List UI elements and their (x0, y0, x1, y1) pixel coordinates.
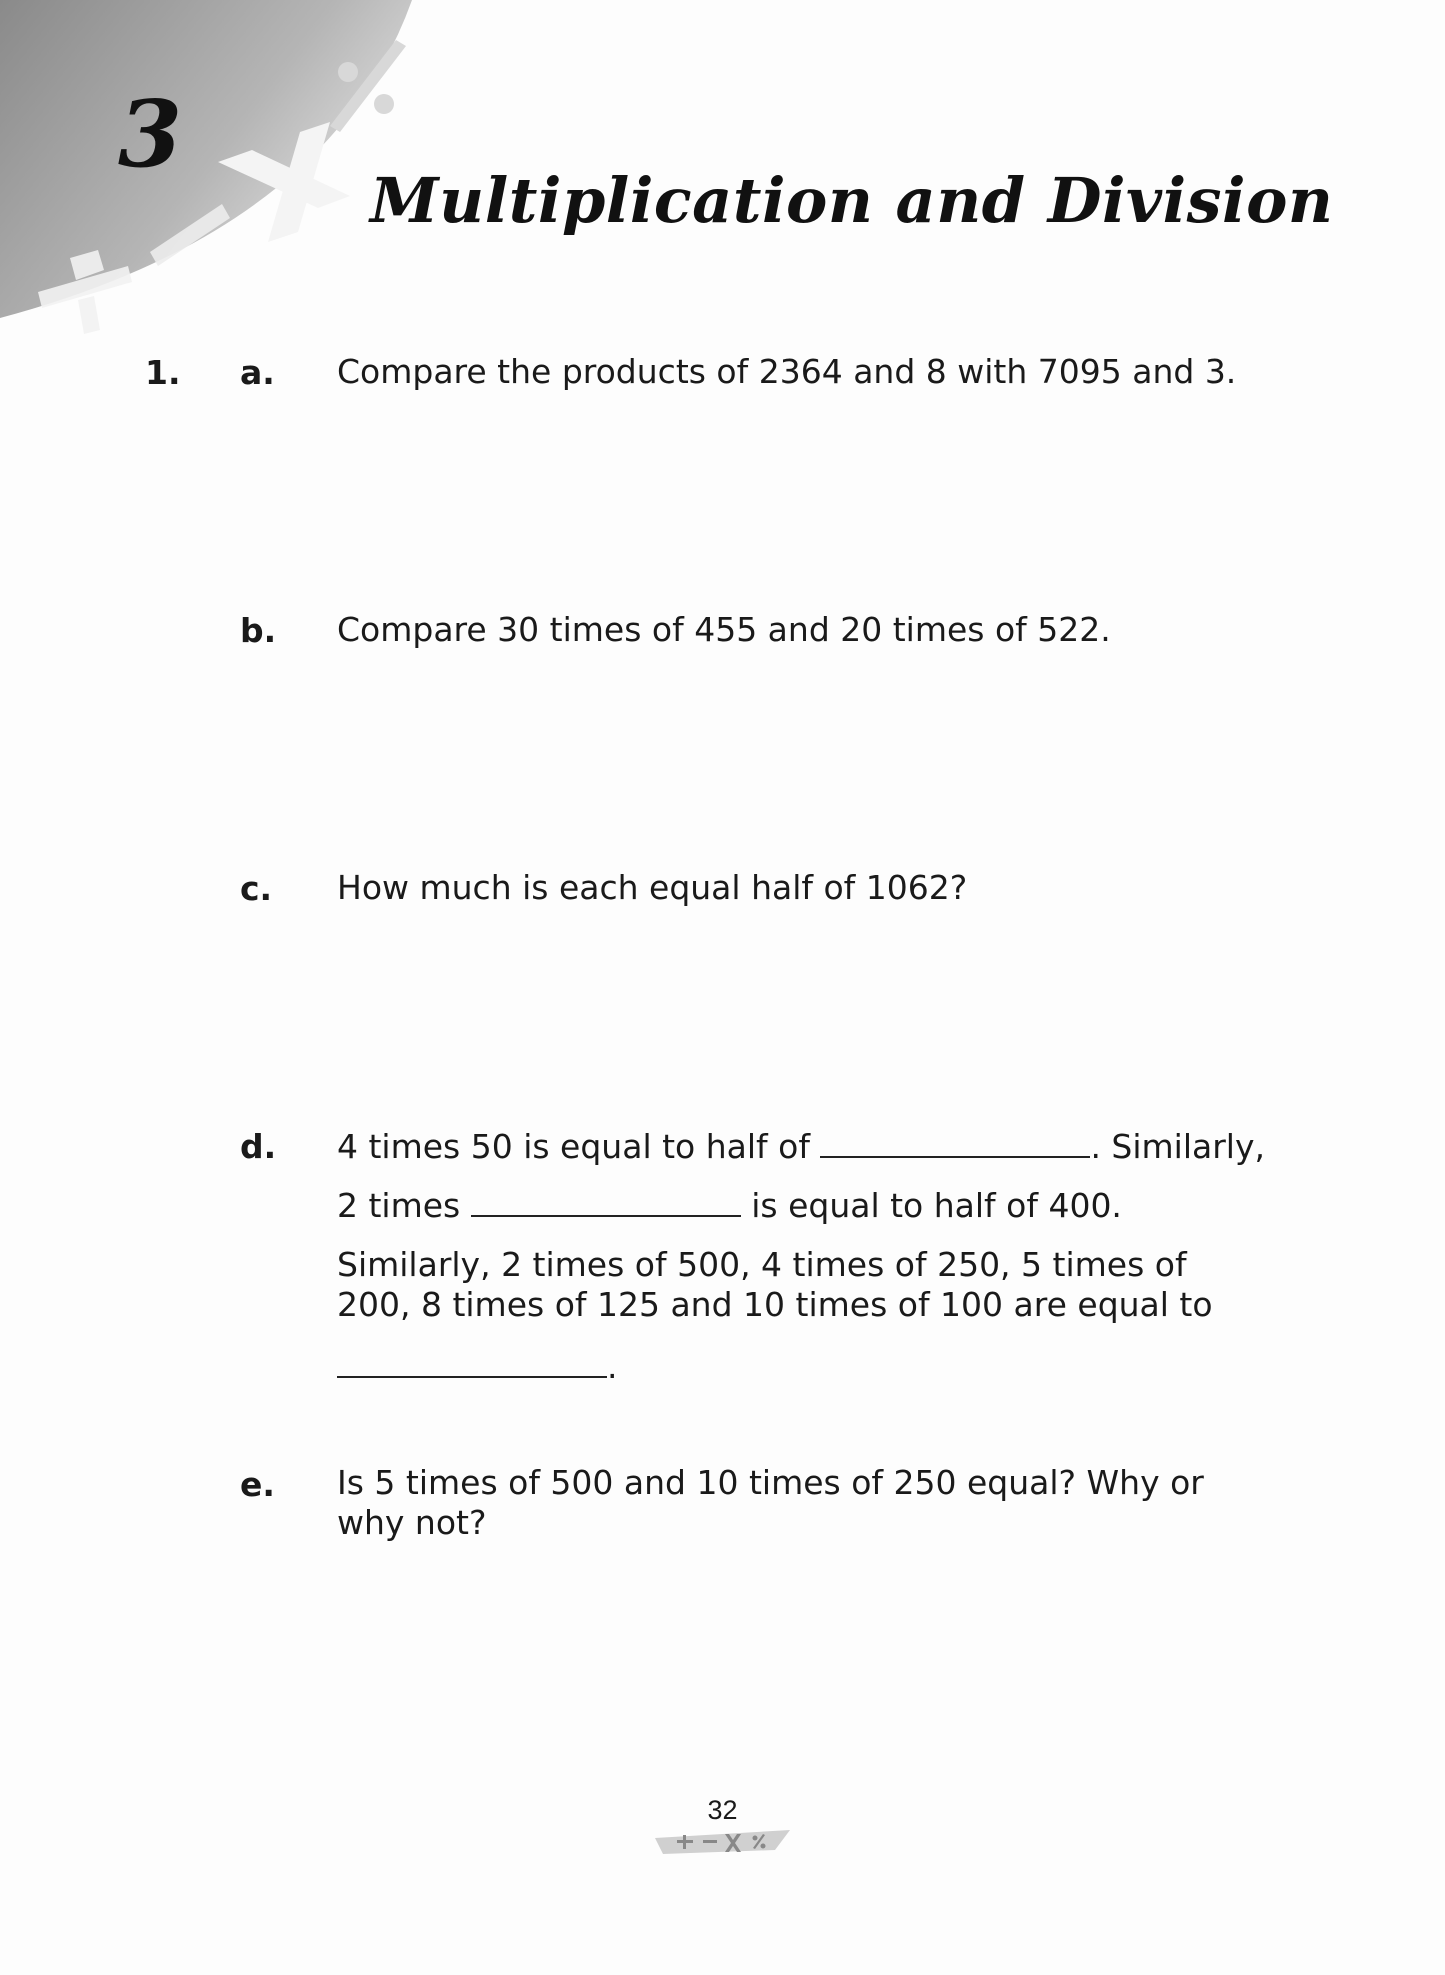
part-d-line-2-end: is equal to half of 400. (740, 1186, 1122, 1225)
chapter-number: 3 (118, 80, 183, 188)
part-letter-a: a. (240, 353, 275, 392)
part-d-line-3: Similarly, 2 times of 500, 4 times of 250, 5 times of 200, 8 times of 125 and 10 times of 100 are equal to (337, 1245, 1213, 1324)
answer-blank-3[interactable] (337, 1346, 607, 1378)
answer-blank-1[interactable] (820, 1126, 1090, 1158)
part-d-line-1-start: 4 times 50 is equal to half of (337, 1127, 821, 1166)
question-number: 1. (145, 353, 181, 392)
answer-blank-2[interactable] (471, 1185, 741, 1217)
part-text-a: Compare the products of 2364 and 8 with 7095 and 3. (337, 352, 1237, 391)
part-d-line-2-start: 2 times (337, 1186, 471, 1225)
page-number: 32 (707, 1795, 738, 1825)
part-d-line-4-end: . (607, 1347, 618, 1386)
chapter-title: Multiplication and Division (370, 164, 1334, 237)
part-letter-d: d. (240, 1127, 277, 1166)
part-letter-c: c. (240, 869, 273, 908)
part-d-line-2 (337, 1185, 1122, 1226)
part-text-b: Compare 30 times of 455 and 20 times of 522. (337, 610, 1111, 649)
footer-math-symbols-icon (655, 1826, 790, 1858)
chapter-corner-decoration (0, 0, 430, 340)
part-letter-b: b. (240, 611, 277, 650)
part-letter-e: e. (240, 1465, 275, 1504)
part-d-line-4 (337, 1346, 618, 1387)
part-d-line-1 (337, 1126, 1265, 1167)
part-d-line-1-end: . Similarly, (1090, 1127, 1265, 1166)
part-text-c: How much is each equal half of 1062? (337, 868, 968, 907)
part-text-e: Is 5 times of 500 and 10 times of 250 equal? Why or why not? (337, 1463, 1204, 1542)
